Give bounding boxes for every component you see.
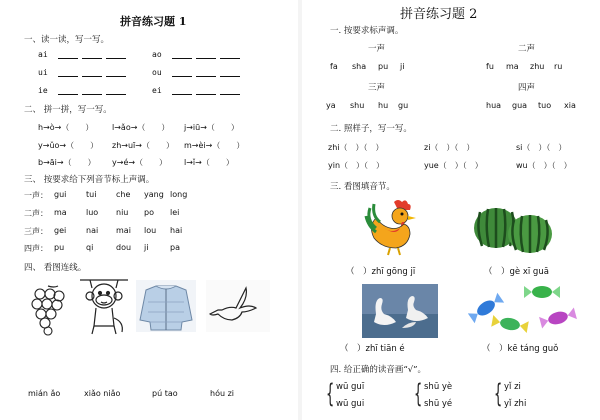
fill-caption: （ ）kē táng guǒ [482,344,559,354]
worksheet-2: 拼音练习题 2 一. 按要求标声调。 一声 二声 fa sha pu ji fu ma zhu ru 三声 四声 ya shu hu gu hua gua tuo xia 二. 照样子，写一写。 zhi（ ）（ ） zi（ ）（ ） si（ ）（ ） yin（ ）（ ） yue（ ）（ ） wu（ ）（ ） 三. 看图填音节。 （ ）zhī gōng jī （ ）gè xī guā （ ）zhī tiān é （ ）kē táng guǒ 四. 给正确的读音画“√”。 { wū guī wū gui { shū yè shū yé { yǐ zi yǐ zhi [304,0,600,420]
candy-icon [468,280,582,336]
match-word: hóu zi [210,389,234,398]
match-word: mián ǎo [28,389,61,398]
spell-item: y→é→（ ） [112,158,168,167]
example-item: zhi（ ）（ ） [328,143,384,152]
monkey-icon [76,274,132,338]
brace: { [326,379,335,409]
section-1-heading: 一、读一读，写一写。 [24,35,110,45]
worksheet-1: 拼音练习题 1 一、读一读，写一写。 ai ao ui ou ie ei 二、 拼一拼，写一写。 h→ò→（ ） l→ǎo→（ ） j→iū→（ ） y→ǔo→（ ） zh→uī→（ ） m→èi→（ ） b→āi→（ ） y→é→（ ） l→ǐ→（ ） 三、 按要求给下列音节标上声调。 一声： gui tui che yang long 二声： ma luo niu po lei 三声： gei nai mai lou hai 四声： pu qi dou ji pa 四、 看图连线。 mián ǎo xiǎo niǎo pú tao hóu zi [0,0,296,420]
match-word: pú tao [152,389,178,398]
tone-label: 二声 [518,44,536,54]
vowel-cell: ui [38,68,126,77]
vowel-cell: ai [38,50,126,59]
section-2-heading: 二、 拼一拼，写一写。 [24,105,112,115]
rooster-icon [364,198,424,256]
vowel-cell: ie [38,86,126,95]
example-item: yue（ ）（ ） [424,161,483,170]
spell-item: j→iū→（ ） [184,123,239,132]
vowel-cell: ei [152,86,240,95]
spell-item: l→ǎo→（ ） [112,123,170,132]
section-1-heading: 一. 按要求标声调。 [330,26,404,36]
swans-photo [362,284,438,338]
section-4-heading: 四、 看图连线。 [24,263,87,273]
example-item: wu（ ）（ ） [516,161,572,170]
spell-item: zh→uī→（ ） [112,141,174,150]
match-word: xiǎo niǎo [84,389,121,398]
reading-option: wū gui [336,399,365,409]
coat-icon [136,280,196,332]
vowel-cell: ao [152,50,240,59]
spell-item: b→āi→（ ） [38,158,96,167]
spell-item: h→ò→（ ） [38,123,94,132]
example-item: yin（ ）（ ） [328,161,385,170]
section-3-heading: 三. 看图填音节。 [330,182,395,192]
fill-caption: （ ）zhī tiān é [340,344,405,354]
tone-label: 四声 [518,83,536,93]
brace: { [494,379,503,409]
vowel-cell: ou [152,68,240,77]
spell-item: l→ǐ→（ ） [184,158,234,167]
page-gutter [298,0,302,420]
fill-caption: （ ）zhī gōng jī [346,267,416,277]
reading-option: wū guī [336,382,365,392]
reading-option: yǐ zi [504,382,521,392]
reading-option: yǐ zhi [504,399,527,409]
reading-option: shū yè [424,382,453,392]
page-title: 拼音练习题 2 [400,7,478,22]
example-item: zi（ ）（ ） [424,143,475,152]
reading-option: shū yé [424,399,453,409]
grapes-icon [28,284,68,336]
tone-label: 一声 [368,44,386,54]
brace: { [414,379,423,409]
watermelon-icon [470,204,556,256]
section-4-heading: 四. 给正确的读音画“√”。 [330,365,427,375]
spell-item: m→èi→（ ） [184,141,245,150]
section-2-heading: 二. 照样子，写一写。 [330,124,412,134]
section-3-heading: 三、 按要求给下列音节标上声调。 [24,175,155,185]
example-item: si（ ）（ ） [516,143,567,152]
spell-item: y→ǔo→（ ） [38,141,99,150]
dove-icon [206,280,270,332]
page-title: 拼音练习题 1 [120,15,187,28]
fill-caption: （ ）gè xī guā [484,267,549,277]
tone-label: 三声 [368,83,386,93]
